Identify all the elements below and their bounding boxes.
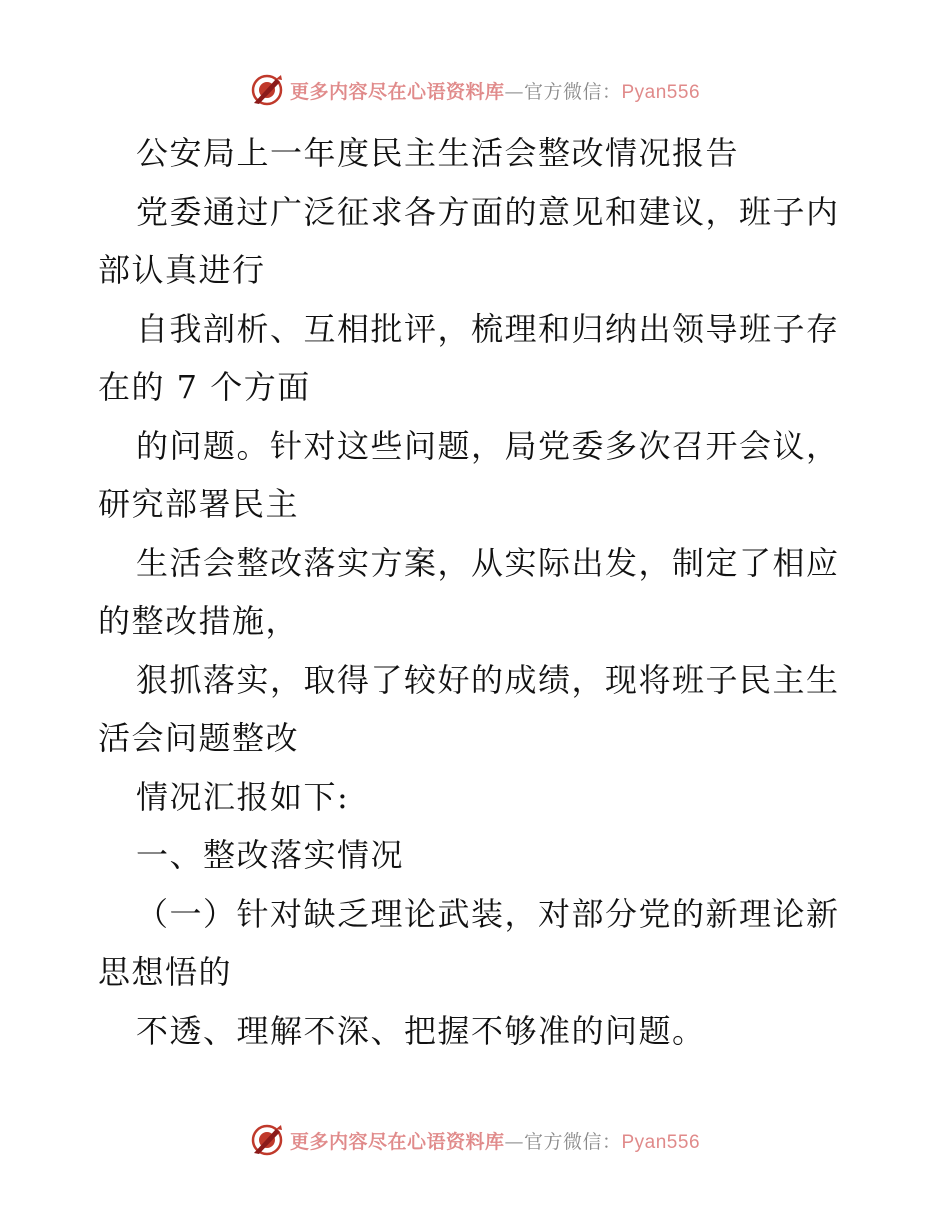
banner-wechat-handle: Pyan556 (621, 1131, 701, 1153)
banner-wechat-label: 官方微信： (523, 1130, 622, 1153)
paragraph-line-1: 党委通过广泛征求各方面的意见和建议，班子内部认真进行 (98, 192, 840, 289)
document-body (98, 124, 858, 1060)
banner-site-text: 更多内容尽在心语资料库 (289, 80, 505, 103)
banner-separator: — (504, 1130, 524, 1153)
banner-site-text: 更多内容尽在心语资料库 (289, 1130, 505, 1153)
footer-banner-content (250, 1123, 700, 1157)
paragraph-line-3: 的问题。针对这些问题，局党委多次召开会议，研究部署民主 (98, 426, 840, 523)
subsection-line-1: （一）针对缺乏理论武装，对部分党的新理论新思想悟的 (98, 894, 840, 991)
banner-separator: — (504, 80, 524, 103)
banner-text (290, 77, 700, 104)
banner-wechat-handle: Pyan556 (621, 81, 701, 103)
paragraph-line-2: 自我剖析、互相批评，梳理和归纳出领导班子存在的 7 个方面 (98, 309, 840, 406)
quill-pen-logo-icon (250, 73, 284, 107)
header-banner-content (250, 73, 700, 107)
banner-text (290, 1127, 700, 1154)
paragraph-line-5: 狠抓落实，取得了较好的成绩，现将班子民主生活会问题整改 (98, 660, 840, 757)
quill-pen-logo-icon (250, 1123, 284, 1157)
header-banner (0, 70, 950, 110)
document-title: 公安局上一年度民主生活会整改情况报告 (136, 134, 740, 172)
banner-wechat-label: 官方微信： (523, 80, 622, 103)
footer-banner (0, 1120, 950, 1160)
paragraph-line-6: 情况汇报如下: (136, 777, 350, 816)
paragraph-line-4: 生活会整改落实方案，从实际出发，制定了相应的整改措施， (98, 543, 840, 640)
subsection-line-2: 不透、理解不深、把握不够准的问题。 (136, 1011, 706, 1050)
section-heading: 一、整改落实情况 (136, 836, 405, 874)
